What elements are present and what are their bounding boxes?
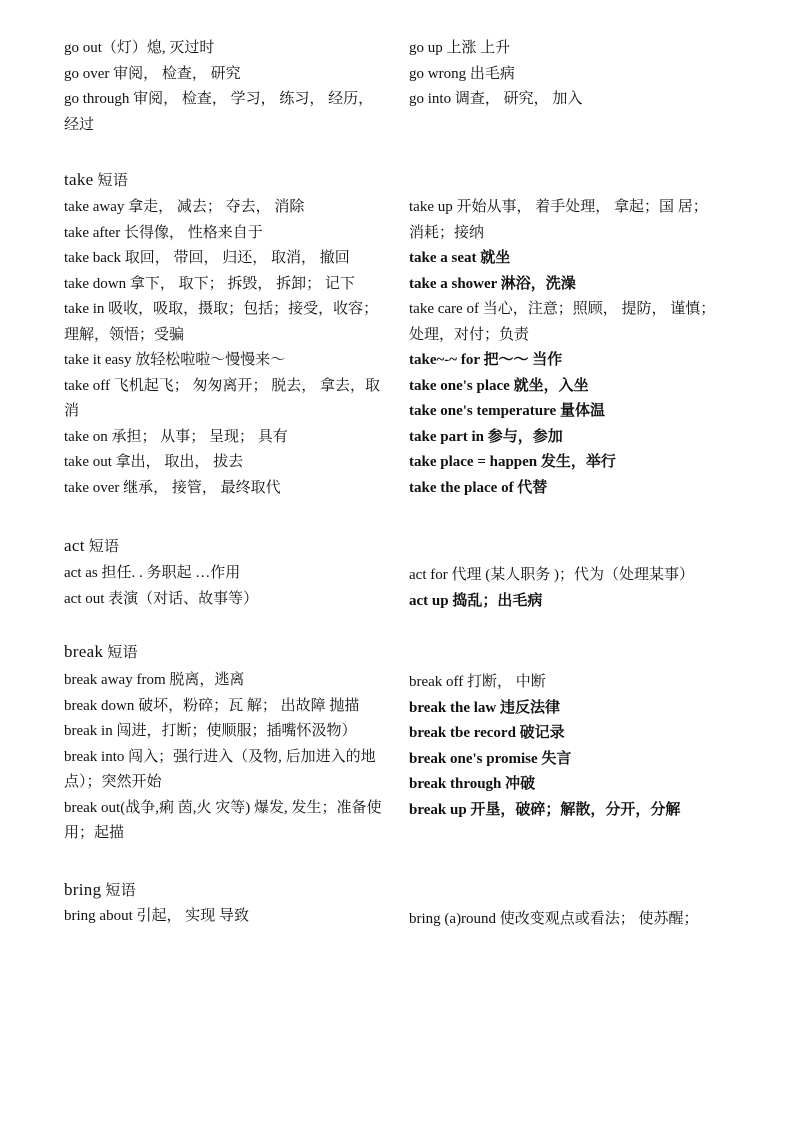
phrase-entry: take part in 参与，参加 [409, 428, 563, 445]
phrase-entry: take over 继承， 接管， 最终取代 [64, 479, 281, 496]
phrase-entry: take one's temperature 量体温 [409, 403, 605, 419]
phrase-entry: go through 审阅， 检查， 学习， 练习， 经历，经过 [64, 91, 374, 133]
phrase-entry: take on 承担； 从事； 呈现； 具有 [64, 428, 288, 445]
phrase-entry: take a shower 淋浴，洗澡 [409, 275, 576, 292]
phrase-entry: go up 上涨 上升 [409, 40, 511, 56]
phrase-entry: break into 闯入；强行进入（及物, 后加进入的地点）；突然开始 [64, 748, 376, 790]
act-section-heading [64, 534, 119, 559]
phrase-entry: take it easy 放轻松啦啦～慢慢来～ [64, 352, 286, 368]
break-phrases-left-column [64, 668, 382, 847]
phrase-entry: take after 长得像， 性格来自于 [64, 224, 263, 241]
phrase-entry: break in 闯进，打断；使顺服；插嘴怀汲物） [64, 723, 357, 739]
phrase-entry: take one's place 就坐，入坐 [409, 377, 589, 394]
phrase-entry: take in 吸收，吸取，摄取；包括；接受，收容；理解，领悟；受骗 [64, 301, 379, 343]
phrase-entry: act for 代理 (某人职务 )；代为（处理某事） [409, 567, 694, 583]
take-section-heading [64, 168, 128, 193]
go-phrases-left-column [64, 36, 382, 138]
take-phrases-right-column [409, 195, 719, 501]
break-section-heading [64, 640, 138, 665]
bring-phrases-left-column [64, 904, 382, 930]
phrase-entry: bring about 引起， 实现 导致 [64, 908, 249, 924]
heading-chinese: 短语 [107, 645, 138, 661]
heading-chinese: 短语 [88, 539, 120, 555]
phrase-entry: take place = happen 发生，举行 [409, 454, 616, 470]
phrase-entry: take off 飞机起飞； 匆匆离开； 脱去， 拿去，取消 [64, 377, 380, 419]
phrase-entry: break through 冲破 [409, 776, 536, 792]
phrase-entry: act as 担任. . 务职起 …作用 [64, 565, 241, 581]
heading-chinese: 短语 [97, 173, 129, 189]
break-phrases-right-column [409, 670, 719, 823]
phrase-entry: go wrong 出毛病 [409, 65, 515, 82]
phrase-entry: break away from 脱离，逃离 [64, 672, 245, 688]
phrase-entry: take care of 当心，注意；照顾， 提防， 谨慎；处理，对付；负责 [409, 301, 716, 343]
phrase-entry: break down 破坏，粉碎；瓦 解； 出故障 抛描 [64, 697, 360, 714]
heading-english: act [64, 536, 85, 555]
phrase-entry: act out 表演（对话、故事等） [64, 590, 259, 607]
bring-phrases-right-column [409, 907, 719, 933]
phrase-entry: go over 审阅， 检查， 研究 [64, 65, 241, 82]
act-phrases-right-column [409, 563, 719, 614]
phrase-entry: go out（灯）熄, 灭过时 [64, 40, 215, 56]
phrase-entry: act up 捣乱；出毛病 [409, 592, 543, 609]
phrase-entry: go into 调查， 研究， 加入 [409, 91, 583, 107]
heading-english: take [64, 170, 94, 189]
phrase-entry: take back 取回， 带回， 归还， 取消， 撤回 [64, 250, 350, 266]
bring-section-heading [64, 878, 136, 903]
phrase-entry: break one's promise 失言 [409, 750, 572, 767]
phrase-entry: break the law 违反法律 [409, 699, 560, 716]
phrase-entry: take a seat 就坐 [409, 250, 511, 266]
phrase-entry: bring (a)round 使改变观点或看法； 使苏醒； [409, 911, 699, 927]
heading-english: bring [64, 880, 102, 899]
phrase-entry: take down 拿下， 取下； 拆毁， 拆卸； 记下 [64, 275, 355, 292]
go-phrases-right-column [409, 36, 719, 113]
phrase-entry: take out 拿出， 取出， 拔去 [64, 454, 244, 470]
phrase-entry: break up 开垦，破碎；解散，分开，分解 [409, 801, 681, 818]
take-phrases-left-column [64, 195, 382, 501]
heading-english: break [64, 642, 104, 661]
heading-chinese: 短语 [105, 883, 136, 899]
phrase-entry: take the place of 代替 [409, 479, 548, 496]
phrase-entry: take away 拿走， 减去； 夺去， 消除 [64, 199, 305, 215]
phrase-entry: take up 开始从事， 着手处理， 拿起；国 居； 消耗；接纳 [409, 199, 708, 241]
phrase-entry: break out(战争,痢 茵,火 灾等) 爆发, 发生；准备使用；起描 [64, 799, 382, 841]
phrase-entry: break tbe record 破记录 [409, 725, 565, 741]
phrase-entry: break off 打断， 中断 [409, 674, 546, 690]
act-phrases-left-column [64, 561, 382, 612]
phrase-entry: take~-~ for 把～～ 当作 [409, 352, 563, 368]
